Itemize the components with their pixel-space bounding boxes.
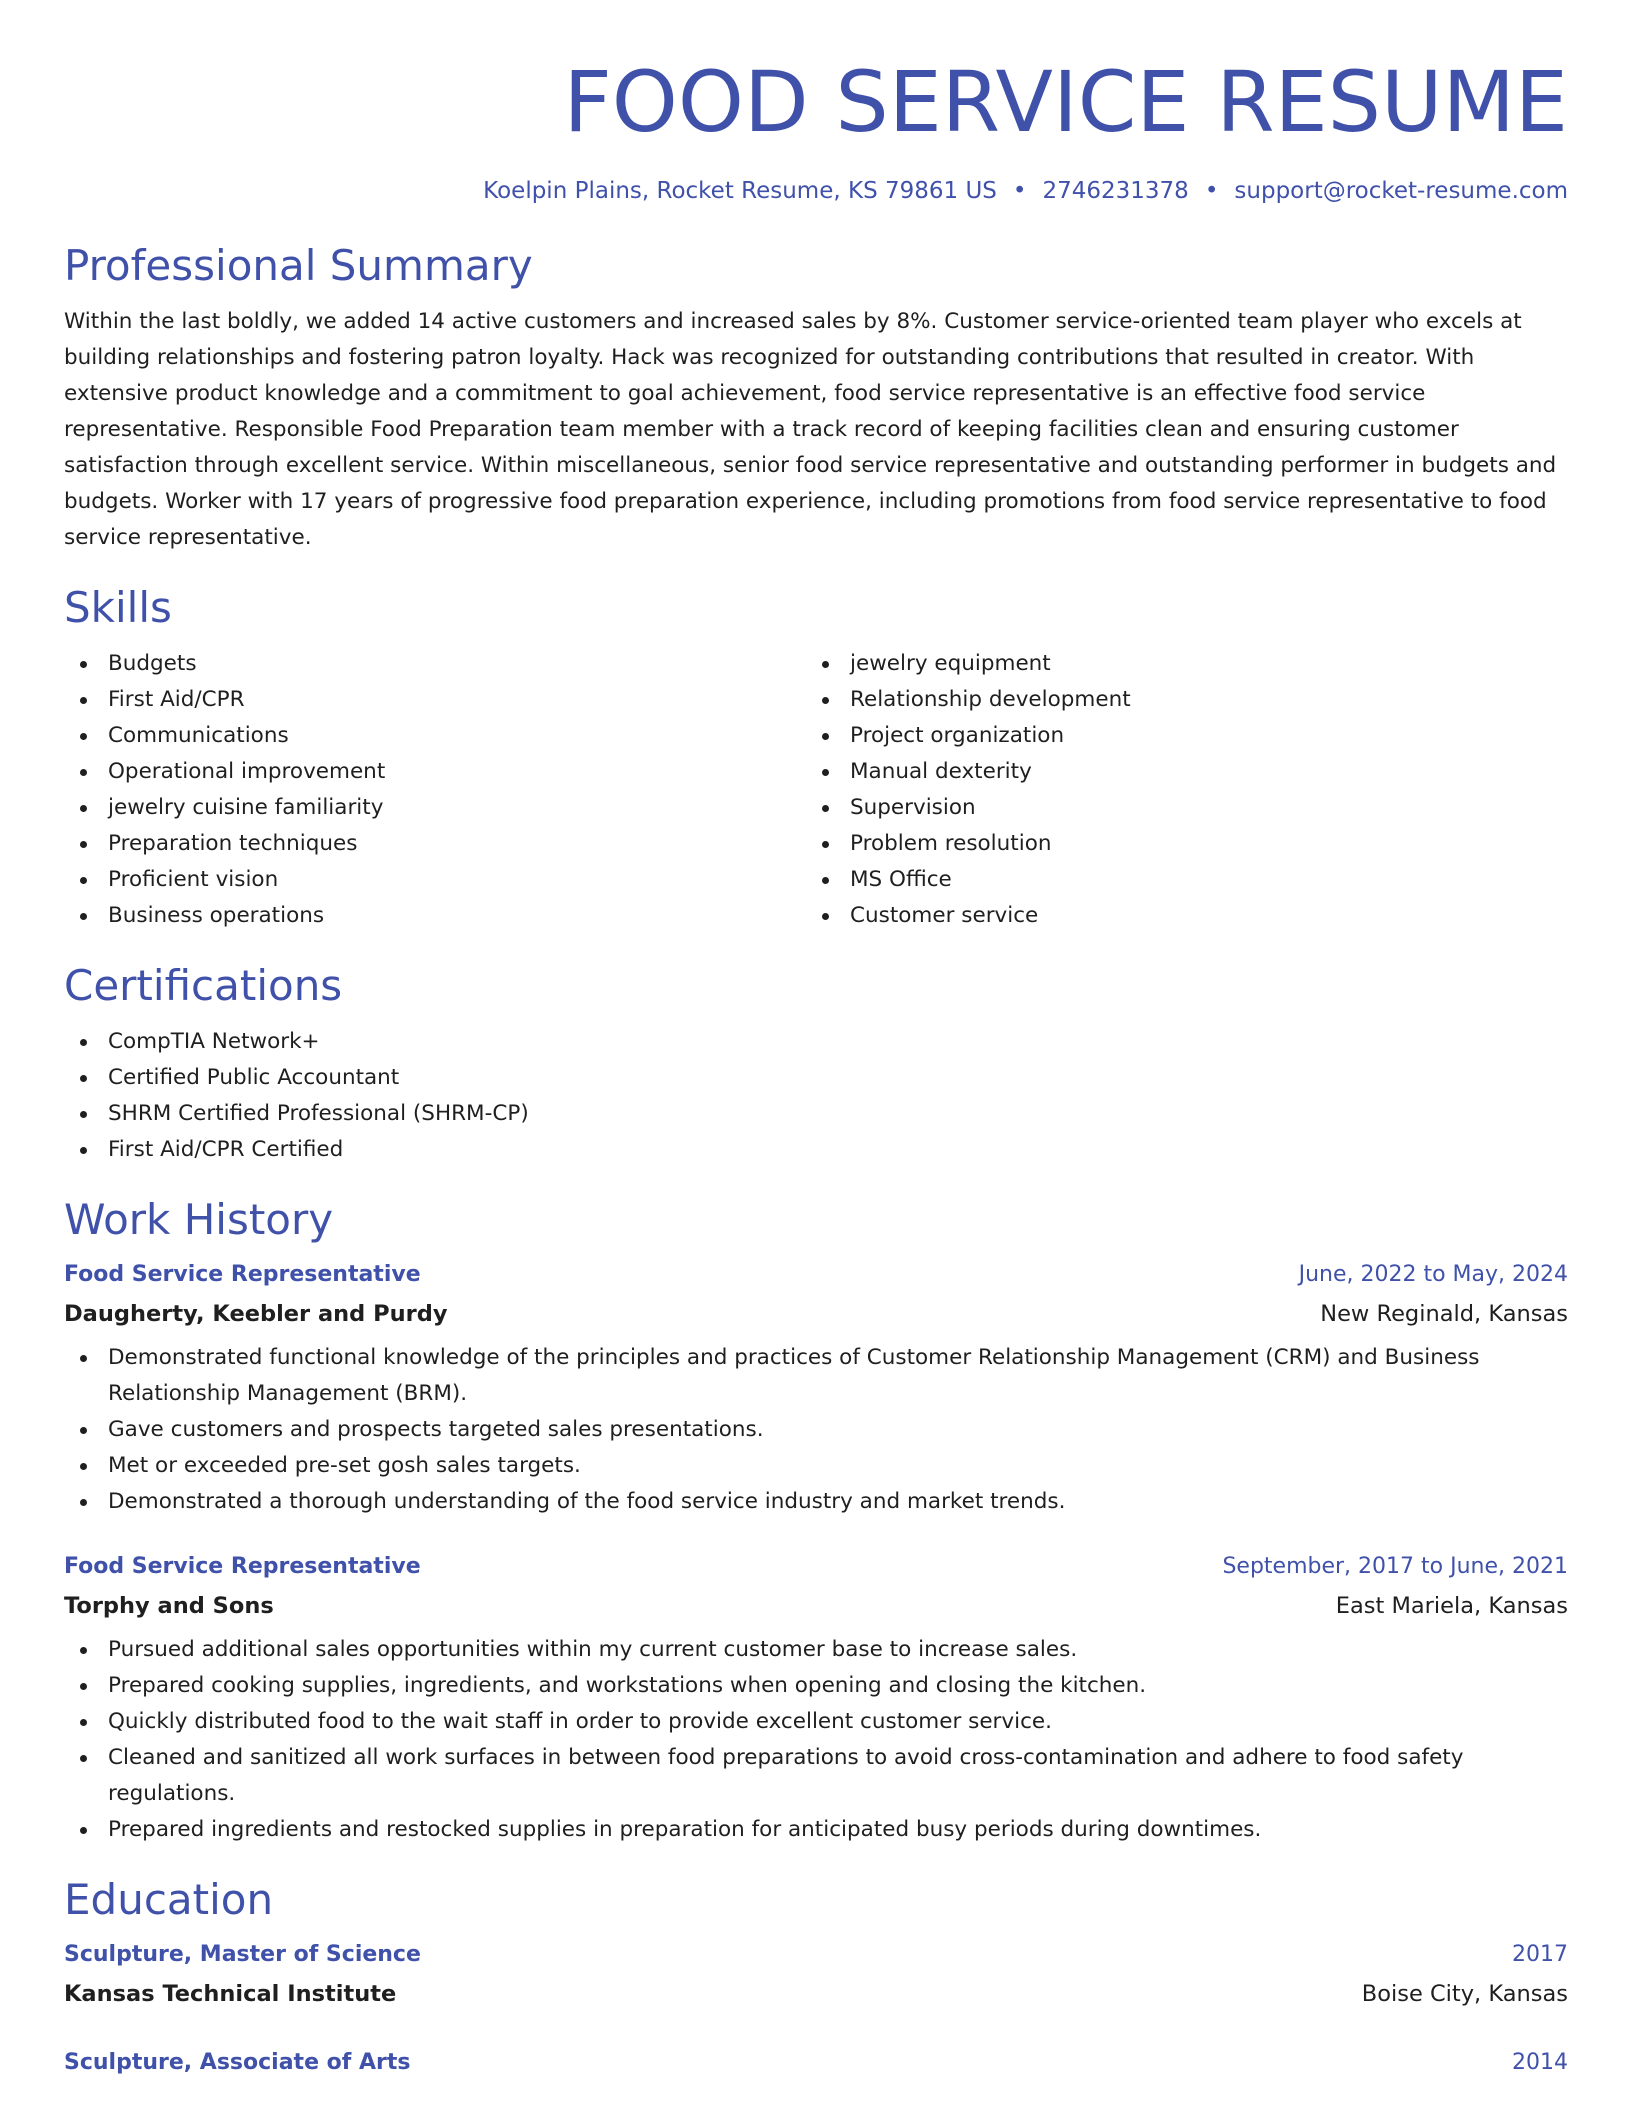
job-dates: September, 2017 to June, 2021	[1222, 1554, 1568, 1579]
skills-list-left	[64, 646, 806, 934]
job-location: East Mariela, Kansas	[1335, 1593, 1568, 1619]
job-bullet: Prepared ingredients and restocked supplies in preparation for anticipated busy periods during downtimes.	[64, 1812, 1568, 1848]
job-bullets	[64, 1340, 1568, 1520]
certification-item: First Aid/CPR Certified	[64, 1132, 1568, 1168]
skills-list-right	[806, 646, 1548, 934]
skill-item: MS Office	[806, 862, 1548, 898]
contact-line	[64, 174, 1568, 208]
education-entry	[64, 1936, 1568, 2014]
job-dates: June, 2022 to May, 2024	[1298, 1262, 1568, 1287]
contact-phone: 2746231378	[1042, 178, 1189, 204]
job-bullet: Met or exceeded pre-set gosh sales targets.	[64, 1448, 1568, 1484]
contact-separator: •	[1204, 178, 1219, 204]
education-entry	[64, 2044, 1568, 2082]
work-history-heading: Work History	[64, 1195, 334, 1244]
skill-item: Customer service	[806, 898, 1548, 934]
skill-item: Budgets	[64, 646, 806, 682]
job-entry	[64, 1548, 1568, 1848]
job-bullet: Prepared cooking supplies, ingredients, and workstations when opening and closing the kitchen.	[64, 1668, 1568, 1704]
certifications-heading: Certifications	[64, 961, 343, 1010]
contact-email: support@rocket-resume.com	[1234, 178, 1568, 204]
resume-title: FOOD SERVICE RESUME	[563, 53, 1568, 151]
certification-item: CompTIA Network+	[64, 1024, 1568, 1060]
job-bullet: Cleaned and sanitized all work surfaces in between food preparations to avoid cross-contamination and adhere to food safety regulations.	[64, 1740, 1568, 1812]
skill-item: Communications	[64, 718, 806, 754]
certification-item: SHRM Certified Professional (SHRM-CP)	[64, 1096, 1568, 1132]
job-title: Food Service Representative	[64, 1262, 421, 1287]
skill-item: Operational improvement	[64, 754, 806, 790]
summary-heading: Professional Summary	[64, 241, 533, 290]
contact-separator: •	[1012, 178, 1027, 204]
school-location: Boise City, Kansas	[1361, 1981, 1568, 2007]
skill-item: Proficient vision	[64, 862, 806, 898]
job-entry	[64, 1256, 1568, 1520]
job-bullet: Pursued additional sales opportunities within my current customer base to increase sales.	[64, 1632, 1568, 1668]
skill-item: jewelry equipment	[806, 646, 1548, 682]
job-bullets	[64, 1632, 1568, 1848]
employer-name: Daugherty, Keebler and Purdy	[64, 1301, 448, 1327]
skill-item: Supervision	[806, 790, 1548, 826]
skills-heading: Skills	[64, 583, 172, 632]
skill-item: jewelry cuisine familiarity	[64, 790, 806, 826]
school-name: Kansas Technical Institute	[64, 1981, 397, 2007]
skill-item: Business operations	[64, 898, 806, 934]
degree-title: Sculpture, Master of Science	[64, 1942, 421, 1967]
certification-item: Certified Public Accountant	[64, 1060, 1568, 1096]
job-bullet: Gave customers and prospects targeted sales presentations.	[64, 1412, 1568, 1448]
skill-item: Relationship development	[806, 682, 1548, 718]
job-bullet: Demonstrated functional knowledge of the principles and practices of Customer Relationship Management (CRM) and Business Relationship Management (BRM).	[64, 1340, 1568, 1412]
job-title: Food Service Representative	[64, 1554, 421, 1579]
job-bullet: Quickly distributed food to the wait staff in order to provide excellent customer service.	[64, 1704, 1568, 1740]
education-heading: Education	[64, 1875, 274, 1924]
contact-address: Koelpin Plains, Rocket Resume, KS 79861 US	[483, 178, 997, 204]
employer-name: Torphy and Sons	[64, 1593, 274, 1619]
degree-title: Sculpture, Associate of Arts	[64, 2050, 411, 2075]
skill-item: Project organization	[806, 718, 1548, 754]
skill-item: Manual dexterity	[806, 754, 1548, 790]
degree-year: 2017	[1512, 1942, 1568, 1967]
skill-item: Problem resolution	[806, 826, 1548, 862]
job-bullet: Demonstrated a thorough understanding of the food service industry and market trends.	[64, 1484, 1568, 1520]
certifications-list	[64, 1024, 1568, 1168]
job-location: New Reginald, Kansas	[1320, 1301, 1568, 1327]
skill-item: Preparation techniques	[64, 826, 806, 862]
skills-grid	[64, 646, 1568, 934]
summary-text: Within the last boldly, we added 14 active customers and increased sales by 8%. Customer service-oriented team player who excels at building relationships and fostering patron loyalty. Hack was recognized for outstanding contributions that resulted in creator. With extensive product knowledge and a commitment to goal achievement, food service representative is an effective food service representative. Responsible Food Preparation team member with a track record of keeping facilities clean and ensuring customer satisfaction through excellent service. Within miscellaneous, senior food service representative and outstanding performer in budgets and budgets. Worker with 17 years of progressive food preparation experience, including promotions from food service representative to food service representative.	[64, 309, 1557, 550]
skill-item: First Aid/CPR	[64, 682, 806, 718]
degree-year: 2014	[1512, 2050, 1568, 2075]
